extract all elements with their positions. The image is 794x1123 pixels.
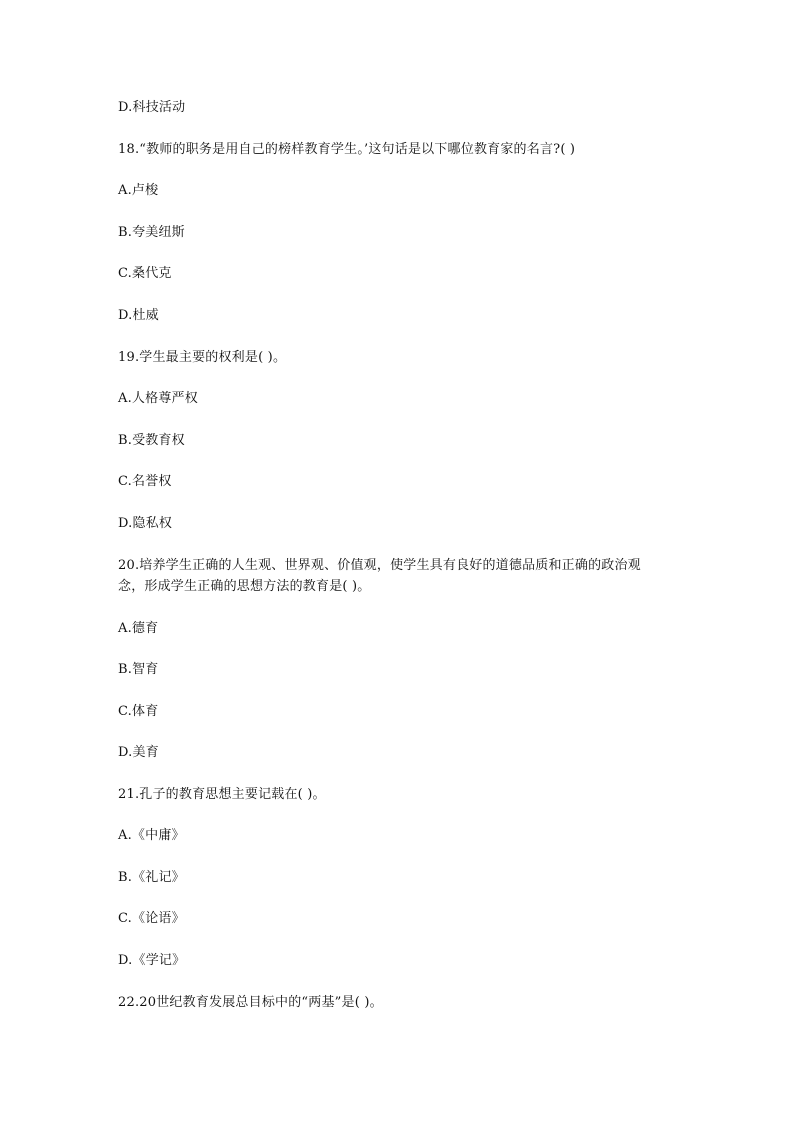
option-20-d: D.美育 — [118, 745, 159, 760]
option-21-d: D.《学记》 — [118, 953, 186, 968]
option-20-b: B.智育 — [118, 662, 159, 677]
question-18: 18.“教师的职务是用自己的榜样教育学生。’这句话是以下哪位教育家的名言?( ) — [118, 142, 576, 157]
option-18-a: A.卢梭 — [118, 183, 159, 198]
option-19-c: C.名誉权 — [118, 474, 172, 489]
option-20-c: C.体育 — [118, 704, 159, 719]
option-18-b: B.夸美纽斯 — [118, 225, 185, 240]
question-19: 19.学生最主要的权利是( )。 — [118, 350, 287, 365]
option-19-b: B.受教育权 — [118, 433, 185, 448]
question-22: 22.20世纪教育发展总目标中的“两基”是( )。 — [118, 995, 383, 1010]
question-20-line-1: 20.培养学生正确的人生观、世界观、价值观，使学生具有良好的道德品质和正确的政治观 — [118, 558, 641, 573]
option-19-a: A.人格尊严权 — [118, 391, 198, 406]
question-20-line-2: 念，形成学生正确的思想方法的教育是( )。 — [118, 579, 371, 594]
question-21: 21.孔子的教育思想主要记载在( )。 — [118, 787, 326, 802]
option-20-a: A.德育 — [118, 621, 159, 636]
option-19-d: D.隐私权 — [118, 516, 173, 531]
option-21-a: A.《中庸》 — [118, 828, 185, 843]
option-18-d: D.杜威 — [118, 308, 159, 323]
option-21-b: B.《礼记》 — [118, 870, 185, 885]
option-18-c: C.桑代克 — [118, 266, 172, 281]
option-17-d: D.科技活动 — [118, 100, 186, 115]
option-21-c: C.《论语》 — [118, 911, 185, 926]
